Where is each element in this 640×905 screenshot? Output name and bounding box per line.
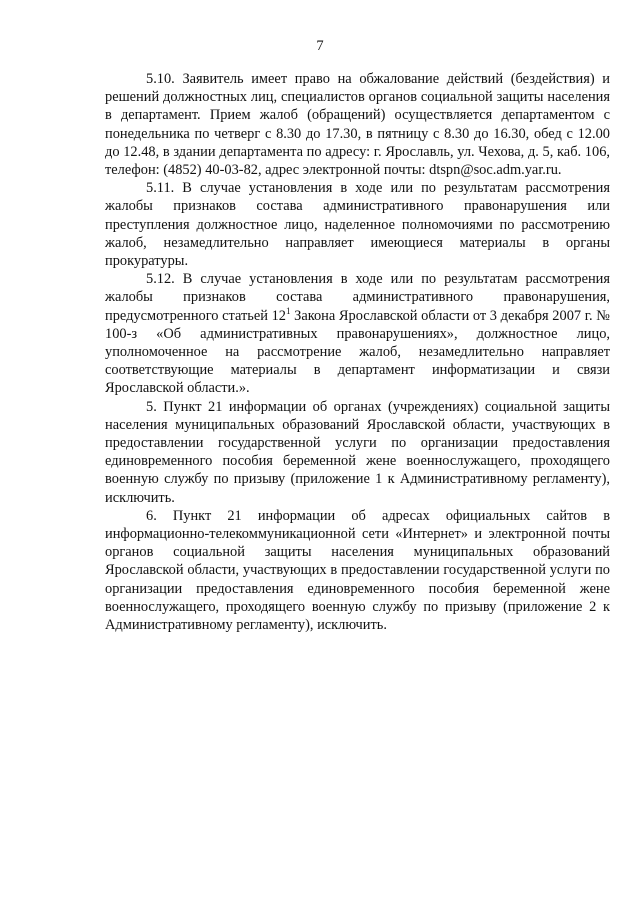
paragraph-item-5: 5. Пункт 21 информации об органах (учреждениях) социальной защиты населения муниципальных образований Ярославской области, участвующих в предоставлении государственной услуги по организации предоставления единовременного пособия беременной жене военнослужащего, проходящего военную службу по призыву (приложение 1 к Административному регламенту), исключить. [105, 398, 610, 506]
paragraph-5-12 [105, 270, 610, 397]
paragraph-5-12-text-before: 5.12. В случае установления в ходе или по результатам рассмотрения жалобы признаков состава административного правонарушения, предусмотренного статьей 12 [105, 271, 610, 324]
document-body [105, 70, 610, 634]
page-number: 7 [316, 38, 324, 54]
paragraph-item-6: 6. Пункт 21 информации об адресах официальных сайтов в информационно-телекоммуникационной сети «Интернет» и электронной почты органов социальной защиты населения муниципальных образований Ярославской области, участвующих в предоставлении государственной услуги по организации предоставления единовременного пособия беременной жене военнослужащего, проходящего военную службу по призыву (приложение 2 к Административному регламенту), исключить. [105, 507, 610, 634]
paragraph-5-10: 5.10. Заявитель имеет право на обжалование действий (бездействия) и решений должностных лиц, специалистов органов социальной защиты населения в департамент. Прием жалоб (обращений) осуществляется департаментом с понедельника по четверг с 8.30 до 17.30, в пятницу с 8.30 до 16.30, обед с 12.00 до 12.48, в здании департамента по адресу: г. Ярославль, ул. Чехова, д. 5, каб. 106, телефон: (4852) 40-03-82, адрес электронной почты: dtspn@soc.adm.yar.ru. [105, 71, 610, 179]
paragraph-5-11: 5.11. В случае установления в ходе или по результатам рассмотрения жалобы признаков состава административного правонарушения или преступления должностное лицо, наделенное полномочиями по рассмотрению жалоб, незамедлительно направляет имеющиеся материалы в органы прокуратуры. [105, 180, 610, 270]
superscript-article-index: 1 [285, 305, 291, 316]
paragraph-5-12-text-after: Закона Ярославской области от 3 декабря 2007 г. № 100-з «Об административных правонарушениях», должностное лицо, уполномоченное на рассмотрение жалоб, незамедлительно направляет соответствующие материалы в департамент информатизации и связи Ярославской области.». [105, 307, 610, 397]
